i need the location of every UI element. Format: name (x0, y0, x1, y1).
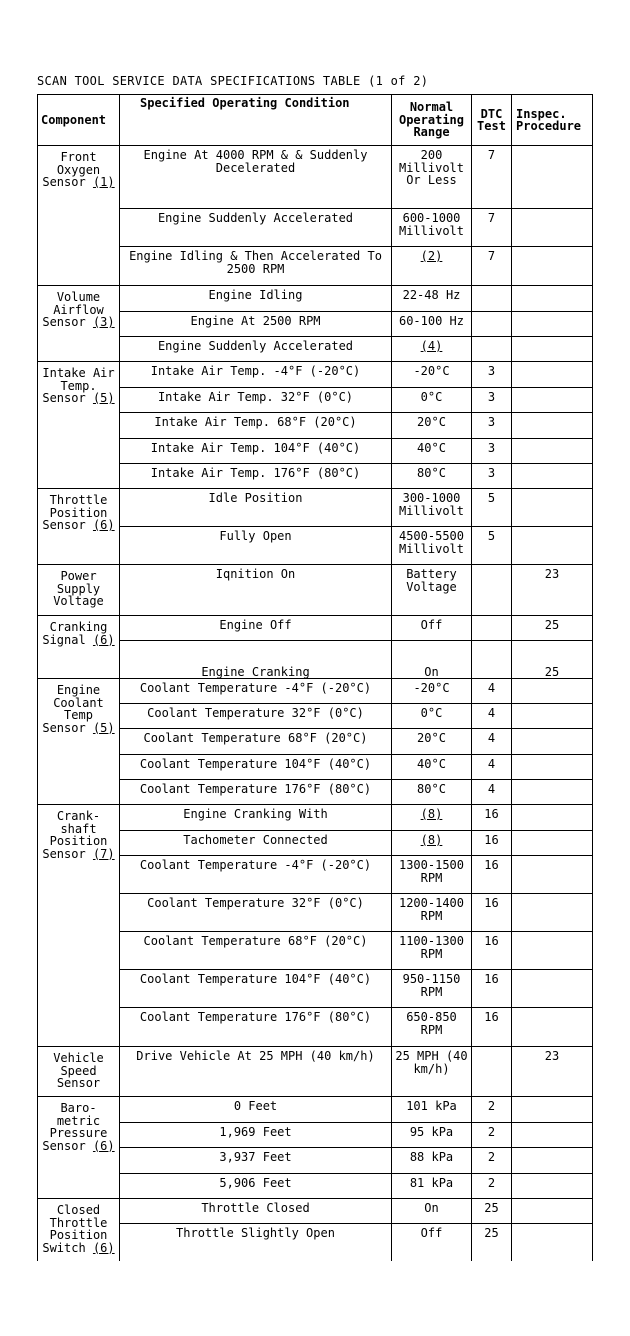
range-cell: 1200-1400 RPM (392, 894, 472, 932)
component-note-link[interactable]: (6) (92, 632, 115, 647)
component-cell (38, 616, 120, 679)
header-component: Component (38, 95, 120, 146)
component-name: Engine Coolant Temp Sensor (42, 683, 104, 735)
dtc-cell: 4 (472, 679, 512, 704)
dtc-cell: 3 (472, 388, 512, 413)
dtc-cell: 16 (472, 1008, 512, 1047)
header-range: Normal Operating Range (392, 95, 472, 146)
table-row (38, 1008, 593, 1047)
range-cell: Off (392, 616, 472, 641)
header-dtc: DTC Test (472, 95, 512, 146)
component-note-link[interactable]: (1) (92, 175, 115, 189)
inspec-cell (512, 755, 593, 780)
range-cell: 600-1000 Millivolt (392, 209, 472, 247)
component-name: Volume Airflow Sensor (42, 290, 104, 329)
condition-cell: Engine Cranking With (120, 805, 392, 831)
table-row (38, 970, 593, 1008)
inspec-cell (512, 679, 593, 704)
dtc-cell: 5 (472, 489, 512, 527)
inspec-cell (512, 729, 593, 755)
condition-cell: Coolant Temperature 104°F (40°C) (120, 970, 392, 1008)
condition-cell: Engine Idling (120, 286, 392, 312)
inspec-cell (512, 894, 593, 932)
dtc-cell: 3 (472, 464, 512, 489)
condition-cell: Coolant Temperature 176°F (80°C) (120, 780, 392, 805)
inspec-cell (512, 146, 593, 209)
inspec-cell (512, 1224, 593, 1262)
table-row (38, 1047, 593, 1097)
inspec-cell (512, 464, 593, 489)
table-row (38, 209, 593, 247)
condition-cell: 1,969 Feet (120, 1123, 392, 1148)
component-cell (38, 362, 120, 489)
dtc-cell: 7 (472, 247, 512, 286)
table-row (38, 1123, 593, 1148)
table-row (38, 337, 593, 362)
range-cell: 95 kPa (392, 1123, 472, 1148)
condition-cell: Coolant Temperature 176°F (80°C) (120, 1008, 392, 1047)
condition-cell: Engine Idling & Then Accelerated To 2500 RPM (120, 247, 392, 286)
condition-cell: Coolant Temperature 32°F (0°C) (120, 704, 392, 729)
dtc-cell: 16 (472, 932, 512, 970)
range-cell: 650-850 RPM (392, 1008, 472, 1047)
range-cell: 20°C (392, 729, 472, 755)
dtc-cell: 16 (472, 856, 512, 894)
component-cell (38, 489, 120, 565)
range-cell: 300-1000 Millivolt (392, 489, 472, 527)
header-inspec: Inspec. Procedure (512, 95, 593, 146)
table-row (38, 464, 593, 489)
component-cell (38, 146, 120, 286)
component-name: Intake Air Temp. Sensor (42, 366, 115, 405)
range-cell: 0°C (392, 388, 472, 413)
range-cell: 81 kPa (392, 1174, 472, 1199)
table-row (38, 527, 593, 565)
dtc-cell: 16 (472, 970, 512, 1008)
range-cell: 20°C (392, 413, 472, 439)
range-cell (392, 805, 472, 831)
condition-cell: Coolant Temperature 68°F (20°C) (120, 729, 392, 755)
condition-cell: Intake Air Temp. 104°F (40°C) (120, 439, 392, 464)
range-cell: 101 kPa (392, 1097, 472, 1123)
dtc-cell (472, 565, 512, 616)
condition-cell: Tachometer Connected (120, 831, 392, 856)
dtc-cell: 25 (472, 1224, 512, 1262)
table-row (38, 489, 593, 527)
condition-cell: Engine Cranking (120, 641, 392, 679)
table-body (38, 146, 593, 1262)
dtc-cell: 16 (472, 805, 512, 831)
component-note-link[interactable]: (6) (92, 1138, 115, 1153)
range-cell: Off (392, 1224, 472, 1262)
inspec-cell (512, 209, 593, 247)
table-row (38, 362, 593, 388)
range-note-link[interactable]: (8) (420, 807, 443, 821)
condition-cell: Engine Off (120, 616, 392, 641)
range-cell: -20°C (392, 362, 472, 388)
inspec-cell (512, 439, 593, 464)
spec-table (37, 94, 593, 1261)
component-cell (38, 805, 120, 1047)
condition-cell: 3,937 Feet (120, 1148, 392, 1174)
range-cell: 25 MPH (40 km/h) (392, 1047, 472, 1097)
range-cell (392, 337, 472, 362)
range-cell: 1300-1500 RPM (392, 856, 472, 894)
condition-cell: Engine Suddenly Accelerated (120, 337, 392, 362)
dtc-cell: 3 (472, 439, 512, 464)
dtc-cell: 7 (472, 209, 512, 247)
inspec-cell: 23 (512, 565, 593, 616)
dtc-cell (472, 641, 512, 679)
range-note-link[interactable]: (2) (420, 249, 443, 263)
inspec-cell (512, 286, 593, 312)
inspec-cell (512, 780, 593, 805)
inspec-cell (512, 1148, 593, 1174)
component-name: Power Supply Voltage (53, 569, 104, 608)
inspec-cell: 25 (512, 616, 593, 641)
range-cell: 1100-1300 RPM (392, 932, 472, 970)
inspec-cell (512, 704, 593, 729)
table-row (38, 679, 593, 704)
range-cell: 40°C (392, 755, 472, 780)
inspec-cell (512, 1199, 593, 1224)
dtc-cell: 2 (472, 1123, 512, 1148)
dtc-cell: 5 (472, 527, 512, 565)
inspec-cell (512, 1008, 593, 1047)
inspec-cell (512, 312, 593, 337)
range-cell: 950-1150 RPM (392, 970, 472, 1008)
table-row (38, 388, 593, 413)
condition-cell: Coolant Temperature -4°F (-20°C) (120, 679, 392, 704)
component-cell (38, 565, 120, 616)
inspec-cell (512, 388, 593, 413)
range-cell: 60-100 Hz (392, 312, 472, 337)
dtc-cell: 4 (472, 729, 512, 755)
inspec-cell (512, 856, 593, 894)
table-row (38, 641, 593, 679)
condition-cell: Engine At 4000 RPM & & Suddenly Decelerated (120, 146, 392, 209)
component-name: Throttle Position Sensor (42, 493, 108, 532)
component-note-link[interactable]: (6) (92, 518, 115, 532)
inspec-cell: 23 (512, 1047, 593, 1097)
range-cell: 80°C (392, 780, 472, 805)
range-cell (392, 831, 472, 856)
dtc-cell: 2 (472, 1174, 512, 1199)
table-row (38, 780, 593, 805)
dtc-cell: 2 (472, 1148, 512, 1174)
inspec-cell (512, 831, 593, 856)
inspec-cell (512, 970, 593, 1008)
inspec-cell (512, 413, 593, 439)
component-note-link[interactable]: (3) (92, 315, 115, 329)
condition-cell: Engine Suddenly Accelerated (120, 209, 392, 247)
table-row (38, 413, 593, 439)
component-name: Front Oxygen Sensor (42, 150, 101, 189)
header-condition: Specified Operating Condition (120, 95, 392, 146)
inspec-cell (512, 247, 593, 286)
range-cell: 80°C (392, 464, 472, 489)
table-row (38, 704, 593, 729)
table-row (38, 312, 593, 337)
dtc-cell: 16 (472, 831, 512, 856)
range-cell: Battery Voltage (392, 565, 472, 616)
table-row (38, 932, 593, 970)
spec-table-viewport (37, 94, 597, 1261)
table-row (38, 831, 593, 856)
component-cell (38, 286, 120, 362)
condition-cell: Fully Open (120, 527, 392, 565)
inspec-cell (512, 1174, 593, 1199)
table-row (38, 616, 593, 641)
component-cell (38, 1097, 120, 1199)
dtc-cell (472, 1047, 512, 1097)
component-cell (38, 1199, 120, 1262)
dtc-cell: 4 (472, 755, 512, 780)
dtc-cell: 3 (472, 362, 512, 388)
range-cell: 0°C (392, 704, 472, 729)
inspec-cell (512, 362, 593, 388)
dtc-cell (472, 337, 512, 362)
table-caption: SCAN TOOL SERVICE DATA SPECIFICATIONS TABLE (1 of 2) (37, 74, 429, 88)
range-cell: On (392, 641, 472, 679)
table-row (38, 805, 593, 831)
table-row (38, 856, 593, 894)
range-cell: On (392, 1199, 472, 1224)
component-name: Closed Throttle Position Switch (42, 1203, 108, 1255)
table-row (38, 146, 593, 209)
component-note-link[interactable]: (7) (92, 846, 115, 861)
condition-cell: Coolant Temperature 68°F (20°C) (120, 932, 392, 970)
component-cell (38, 679, 120, 805)
condition-cell: Intake Air Temp. -4°F (-20°C) (120, 362, 392, 388)
range-cell: 40°C (392, 439, 472, 464)
condition-cell: Coolant Temperature -4°F (-20°C) (120, 856, 392, 894)
inspec-cell (512, 1123, 593, 1148)
table-row (38, 1097, 593, 1123)
condition-cell: Engine At 2500 RPM (120, 312, 392, 337)
component-name: Cranking Signal (42, 620, 108, 647)
condition-cell: Coolant Temperature 32°F (0°C) (120, 894, 392, 932)
inspec-cell (512, 932, 593, 970)
condition-cell: Intake Air Temp. 68°F (20°C) (120, 413, 392, 439)
component-name: Baro-metric Pressure Sensor (42, 1101, 108, 1153)
inspec-cell (512, 1097, 593, 1123)
table-row (38, 1148, 593, 1174)
component-name: Crank-shaft Position Sensor (42, 809, 108, 861)
range-cell: 4500-5500 Millivolt (392, 527, 472, 565)
dtc-cell: 4 (472, 780, 512, 805)
dtc-cell: 16 (472, 894, 512, 932)
table-row (38, 247, 593, 286)
table-row (38, 894, 593, 932)
condition-cell: Idle Position (120, 489, 392, 527)
condition-cell: 5,906 Feet (120, 1174, 392, 1199)
condition-cell: Throttle Closed (120, 1199, 392, 1224)
range-note-link[interactable]: (4) (420, 339, 443, 353)
table-row (38, 755, 593, 780)
dtc-cell (472, 312, 512, 337)
condition-cell: 0 Feet (120, 1097, 392, 1123)
condition-cell: Intake Air Temp. 176°F (80°C) (120, 464, 392, 489)
inspec-cell (512, 527, 593, 565)
table-row (38, 1174, 593, 1199)
inspec-cell (512, 805, 593, 831)
range-note-link[interactable]: (8) (420, 833, 443, 847)
table-row (38, 1224, 593, 1262)
dtc-cell: 4 (472, 704, 512, 729)
inspec-cell: 25 (512, 641, 593, 679)
condition-cell: Intake Air Temp. 32°F (0°C) (120, 388, 392, 413)
dtc-cell: 2 (472, 1097, 512, 1123)
condition-cell: Coolant Temperature 104°F (40°C) (120, 755, 392, 780)
range-cell: 88 kPa (392, 1148, 472, 1174)
range-cell: 200 Millivolt Or Less (392, 146, 472, 209)
table-row (38, 439, 593, 464)
table-row (38, 286, 593, 312)
table-row (38, 729, 593, 755)
range-cell (392, 247, 472, 286)
dtc-cell (472, 616, 512, 641)
dtc-cell: 3 (472, 413, 512, 439)
component-name: Vehicle Speed Sensor (53, 1051, 104, 1090)
component-note-link[interactable]: (6) (92, 1240, 115, 1255)
condition-cell: Throttle Slightly Open (120, 1224, 392, 1262)
inspec-cell (512, 337, 593, 362)
dtc-cell (472, 286, 512, 312)
dtc-cell: 7 (472, 146, 512, 209)
table-header (38, 95, 593, 146)
component-note-link[interactable]: (5) (92, 391, 115, 405)
table-row (38, 1199, 593, 1224)
table-row (38, 565, 593, 616)
condition-cell: Iqnition On (120, 565, 392, 616)
inspec-cell (512, 489, 593, 527)
range-cell: 22-48 Hz (392, 286, 472, 312)
component-cell (38, 1047, 120, 1097)
component-note-link[interactable]: (5) (92, 720, 115, 735)
dtc-cell: 25 (472, 1199, 512, 1224)
condition-cell: Drive Vehicle At 25 MPH (40 km/h) (120, 1047, 392, 1097)
range-cell: -20°C (392, 679, 472, 704)
